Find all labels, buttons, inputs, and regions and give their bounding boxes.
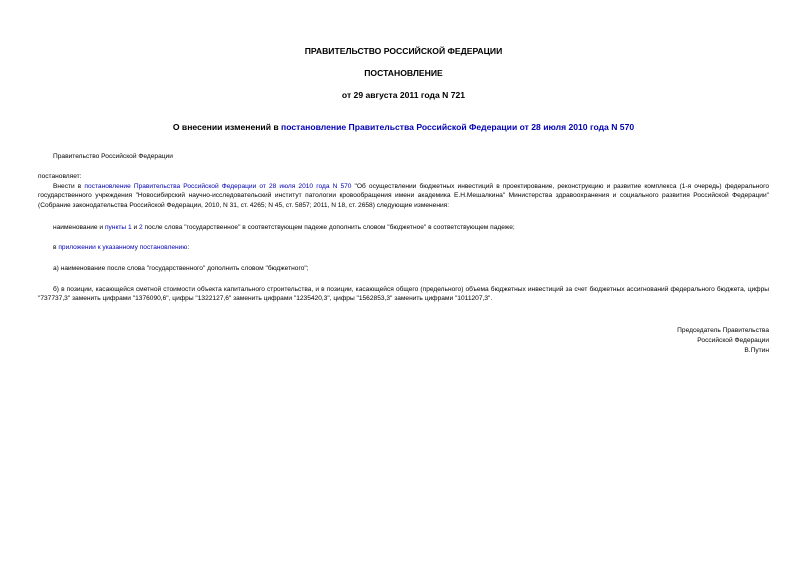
- item-appendix-text-1: в: [53, 244, 59, 251]
- item-name-link-clause-2[interactable]: 2: [139, 224, 143, 231]
- item-name-text-2: и: [131, 224, 140, 231]
- government-paragraph: Правительство Российской Федерации: [53, 153, 173, 160]
- intro-link-resolution[interactable]: постановление Правительства Российской Федерации от 28 июля 2010 года N 570: [84, 183, 352, 190]
- intro-text-3: (Собрание законодательства Российской Федерации, 2010, N 31, ст. 4265; N 45, ст. 5857; 2011, N 18, ст. 2658) следующие изменения:: [38, 201, 450, 209]
- document-type-heading: ПОСТАНОВЛЕНИЕ: [364, 68, 443, 78]
- intro-text-1: Внести в: [53, 183, 85, 190]
- item-name-text-3: после слова "государственное" в соответствующем падеже дополнить словом "бюджетное" в соответствующем падеже;: [142, 224, 515, 231]
- intro-paragraph: [38, 182, 769, 210]
- signature-position-line: Председатель Правительства: [677, 327, 769, 334]
- item-appendix-link[interactable]: приложении к указанному постановлению: [58, 244, 188, 251]
- intro-text-2: "Об осуществлении бюджетных инвестиций в проектирование, реконструкцию и развитие комплекса (1-я очередь) федерального государственного учреждения "Новосибирский научно-исследовательский институт патологии кровообращения имени академика Е.Н.Мешалкина" Министерства здравоохранения и социального развития Российской Федерации": [38, 183, 770, 200]
- signature-block: [677, 326, 769, 356]
- decides-paragraph: постановляет:: [38, 173, 82, 180]
- item-appendix-text-2: :: [187, 244, 190, 251]
- signature-name-line: В.Путин: [744, 347, 769, 354]
- title-link[interactable]: постановление Правительства Российской Федерации от 28 июля 2010 года N 570: [281, 122, 635, 132]
- signature-country-line: Российской Федерации: [697, 337, 769, 344]
- item-appendix-paragraph: [53, 243, 189, 252]
- title-prefix: О внесении изменений в: [172, 122, 282, 132]
- item-name-paragraph: [53, 223, 515, 232]
- item-name-text-1: наименование и: [53, 224, 105, 231]
- document-title: [0, 122, 807, 133]
- item-name-link-clause-1[interactable]: пункты 1: [104, 224, 132, 231]
- government-heading: ПРАВИТЕЛЬСТВО РОССИЙСКОЙ ФЕДЕРАЦИИ: [304, 46, 503, 56]
- date-number-heading: от 29 августа 2011 года N 721: [341, 90, 466, 100]
- item-b-paragraph: б) в позиции, касающейся сметной стоимости объекта капитального строительства, и в позиции, касающейся общего (предельного) объема бюджетных инвестиций за счет бюджетных ассигнований федерального бюджета, цифры "737737,3" заменить цифрами "1376090,6", цифры "1322127,6" заменить цифрами "1235420,3", цифры "1562853,3" заменить цифрами "1011207,3".: [38, 286, 769, 303]
- item-a-paragraph: а) наименование после слова "государственного" дополнить словом "бюджетного";: [53, 265, 309, 272]
